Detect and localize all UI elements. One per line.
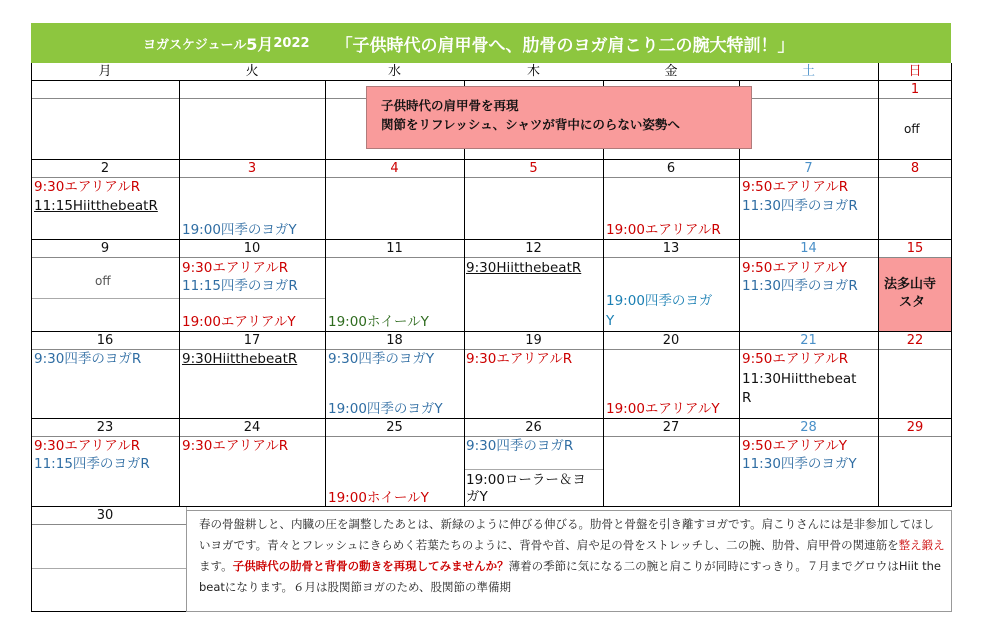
note-highlight: 子供時代の肋骨と背骨の動きを再現してみませんか？ <box>232 559 509 573</box>
event-entry: 11:30Hiitthebeat <box>742 371 857 387</box>
day-number: 12 <box>525 241 542 256</box>
day-number: 28 <box>800 420 817 435</box>
event-entry: 19:00ローラー＆ヨ <box>466 472 586 488</box>
title-month: 5月 <box>246 34 274 54</box>
weekday-mon: 月 <box>98 64 112 79</box>
event-entry: Y <box>606 313 615 329</box>
day-number: 20 <box>662 333 680 348</box>
weekday-thu: 木 <box>526 64 540 79</box>
event-entry: 11:15HiitthebeatR <box>34 198 158 214</box>
event-entry: 9:50エアリアルY <box>742 260 847 276</box>
event-entry: 9:30四季のヨガY <box>328 351 435 367</box>
weekday-fri: 金 <box>664 64 678 79</box>
day-number: 15 <box>906 241 924 256</box>
event-entry: 法多山寺 <box>884 277 937 292</box>
event-entry: 11:30四季のヨガY <box>742 456 857 472</box>
event-entry: 19:00ホイールY <box>328 490 429 506</box>
callout-line-2: 関節をリフレッシュ、シャツが背中にのらない姿勢へ <box>381 117 680 132</box>
day-number: 23 <box>96 420 114 435</box>
day-number: 6 <box>666 161 676 176</box>
note-text: ます。 <box>199 559 233 573</box>
day-number: 3 <box>247 161 257 176</box>
day-number: 24 <box>243 420 261 435</box>
title-year: 2022 <box>273 35 310 51</box>
event-off: off <box>95 274 111 288</box>
event-entry: 19:00四季のヨガ <box>606 293 713 309</box>
event-entry: 9:30HiitthebeatR <box>466 260 582 276</box>
event-entry: 9:30四季のヨガR <box>466 438 574 454</box>
day-number: 8 <box>910 161 920 176</box>
day-number: 18 <box>386 333 403 348</box>
event-entry: R <box>742 390 752 406</box>
day-number: 11 <box>386 241 403 256</box>
weekday-sat: 土 <box>801 64 815 79</box>
event-entry: スタ <box>899 295 926 310</box>
day-number: 30 <box>96 508 114 523</box>
weekday-tue: 火 <box>245 64 259 79</box>
day-number: 17 <box>243 333 261 348</box>
event-entry: 11:15四季のヨガR <box>34 456 150 472</box>
event-entry: 11:15四季のヨガR <box>182 278 298 294</box>
day-number: 5 <box>529 161 538 176</box>
weekday-sun: 日 <box>908 64 922 79</box>
event-entry: 19:00四季のヨガY <box>328 401 443 417</box>
callout-line-1: 子供時代の肩甲骨を再現 <box>381 98 519 113</box>
event-entry: 9:50エアリアルR <box>742 351 849 367</box>
day-number: 26 <box>525 420 542 435</box>
day-number: 10 <box>243 241 261 256</box>
day-number: 16 <box>96 333 114 348</box>
day-number: 21 <box>800 333 817 348</box>
day-number: 4 <box>390 161 399 176</box>
day-number: 9 <box>100 241 110 256</box>
event-entry: 19:00エアリアルY <box>182 314 296 330</box>
day-number: 2 <box>100 161 110 176</box>
event-entry: 9:30エアリアルR <box>466 351 573 367</box>
event-entry: 9:30HiitthebeatR <box>182 351 298 367</box>
event-off: off <box>904 122 920 136</box>
day-number: 19 <box>525 333 542 348</box>
description-note <box>186 510 952 612</box>
note-emphasis: 整え鍛え <box>898 538 945 552</box>
event-entry: 9:50エアリアルY <box>742 438 847 454</box>
day-number: 29 <box>906 420 924 435</box>
title-prefix: ヨガスケジュール <box>143 37 247 53</box>
day-number: 1 <box>910 82 920 97</box>
theme-callout <box>366 86 752 149</box>
event-entry: 19:00四季のヨガY <box>182 222 297 238</box>
event-entry: 9:30エアリアルR <box>34 179 141 195</box>
event-entry: ガY <box>466 489 488 505</box>
note-text: 春の骨盤耕しと、内臓の圧を調整したあとは、新緑のように伸びる伸びる。肋骨と骨盤を引き離すヨガです。肩こりさんには是非参加してほしいヨガです。青々とフレッシュにきらめく若葉たちのように、背骨や首、肩や足の骨をストレッチし、二の腕、肋骨、肩甲骨の関連筋を <box>199 517 935 552</box>
note-text: 薄着の季節に気になる二の腕と肩こりが同時にすっきり。７月までグロウはHiit the beatになります。６月は股関節ヨガのため、股関節の準備期 <box>199 559 941 594</box>
event-entry: 19:00ホイールY <box>328 314 429 330</box>
day-number: 22 <box>906 333 924 348</box>
day-number: 27 <box>662 420 680 435</box>
event-entry: 11:30四季のヨガR <box>742 198 858 214</box>
weekday-wed: 水 <box>387 64 401 79</box>
event-entry: 11:30四季のヨガR <box>742 278 858 294</box>
day-number: 25 <box>386 420 403 435</box>
day-number: 14 <box>800 241 817 256</box>
event-entry: 9:30四季のヨガR <box>34 351 142 367</box>
event-entry: 9:30エアリアルR <box>182 438 289 454</box>
event-entry: 9:30エアリアルR <box>34 438 141 454</box>
event-entry: 19:00エアリアルY <box>606 401 720 417</box>
day-number: 13 <box>662 241 680 256</box>
event-entry: 19:00エアリアルR <box>606 222 721 238</box>
event-entry: 9:30エアリアルR <box>182 260 289 276</box>
event-entry: 9:50エアリアルR <box>742 179 849 195</box>
title-headline: 「子供時代の肩甲骨へ、肋骨のヨガ肩こり二の腕大特訓！」 <box>335 35 795 56</box>
day-number: 7 <box>804 161 813 176</box>
